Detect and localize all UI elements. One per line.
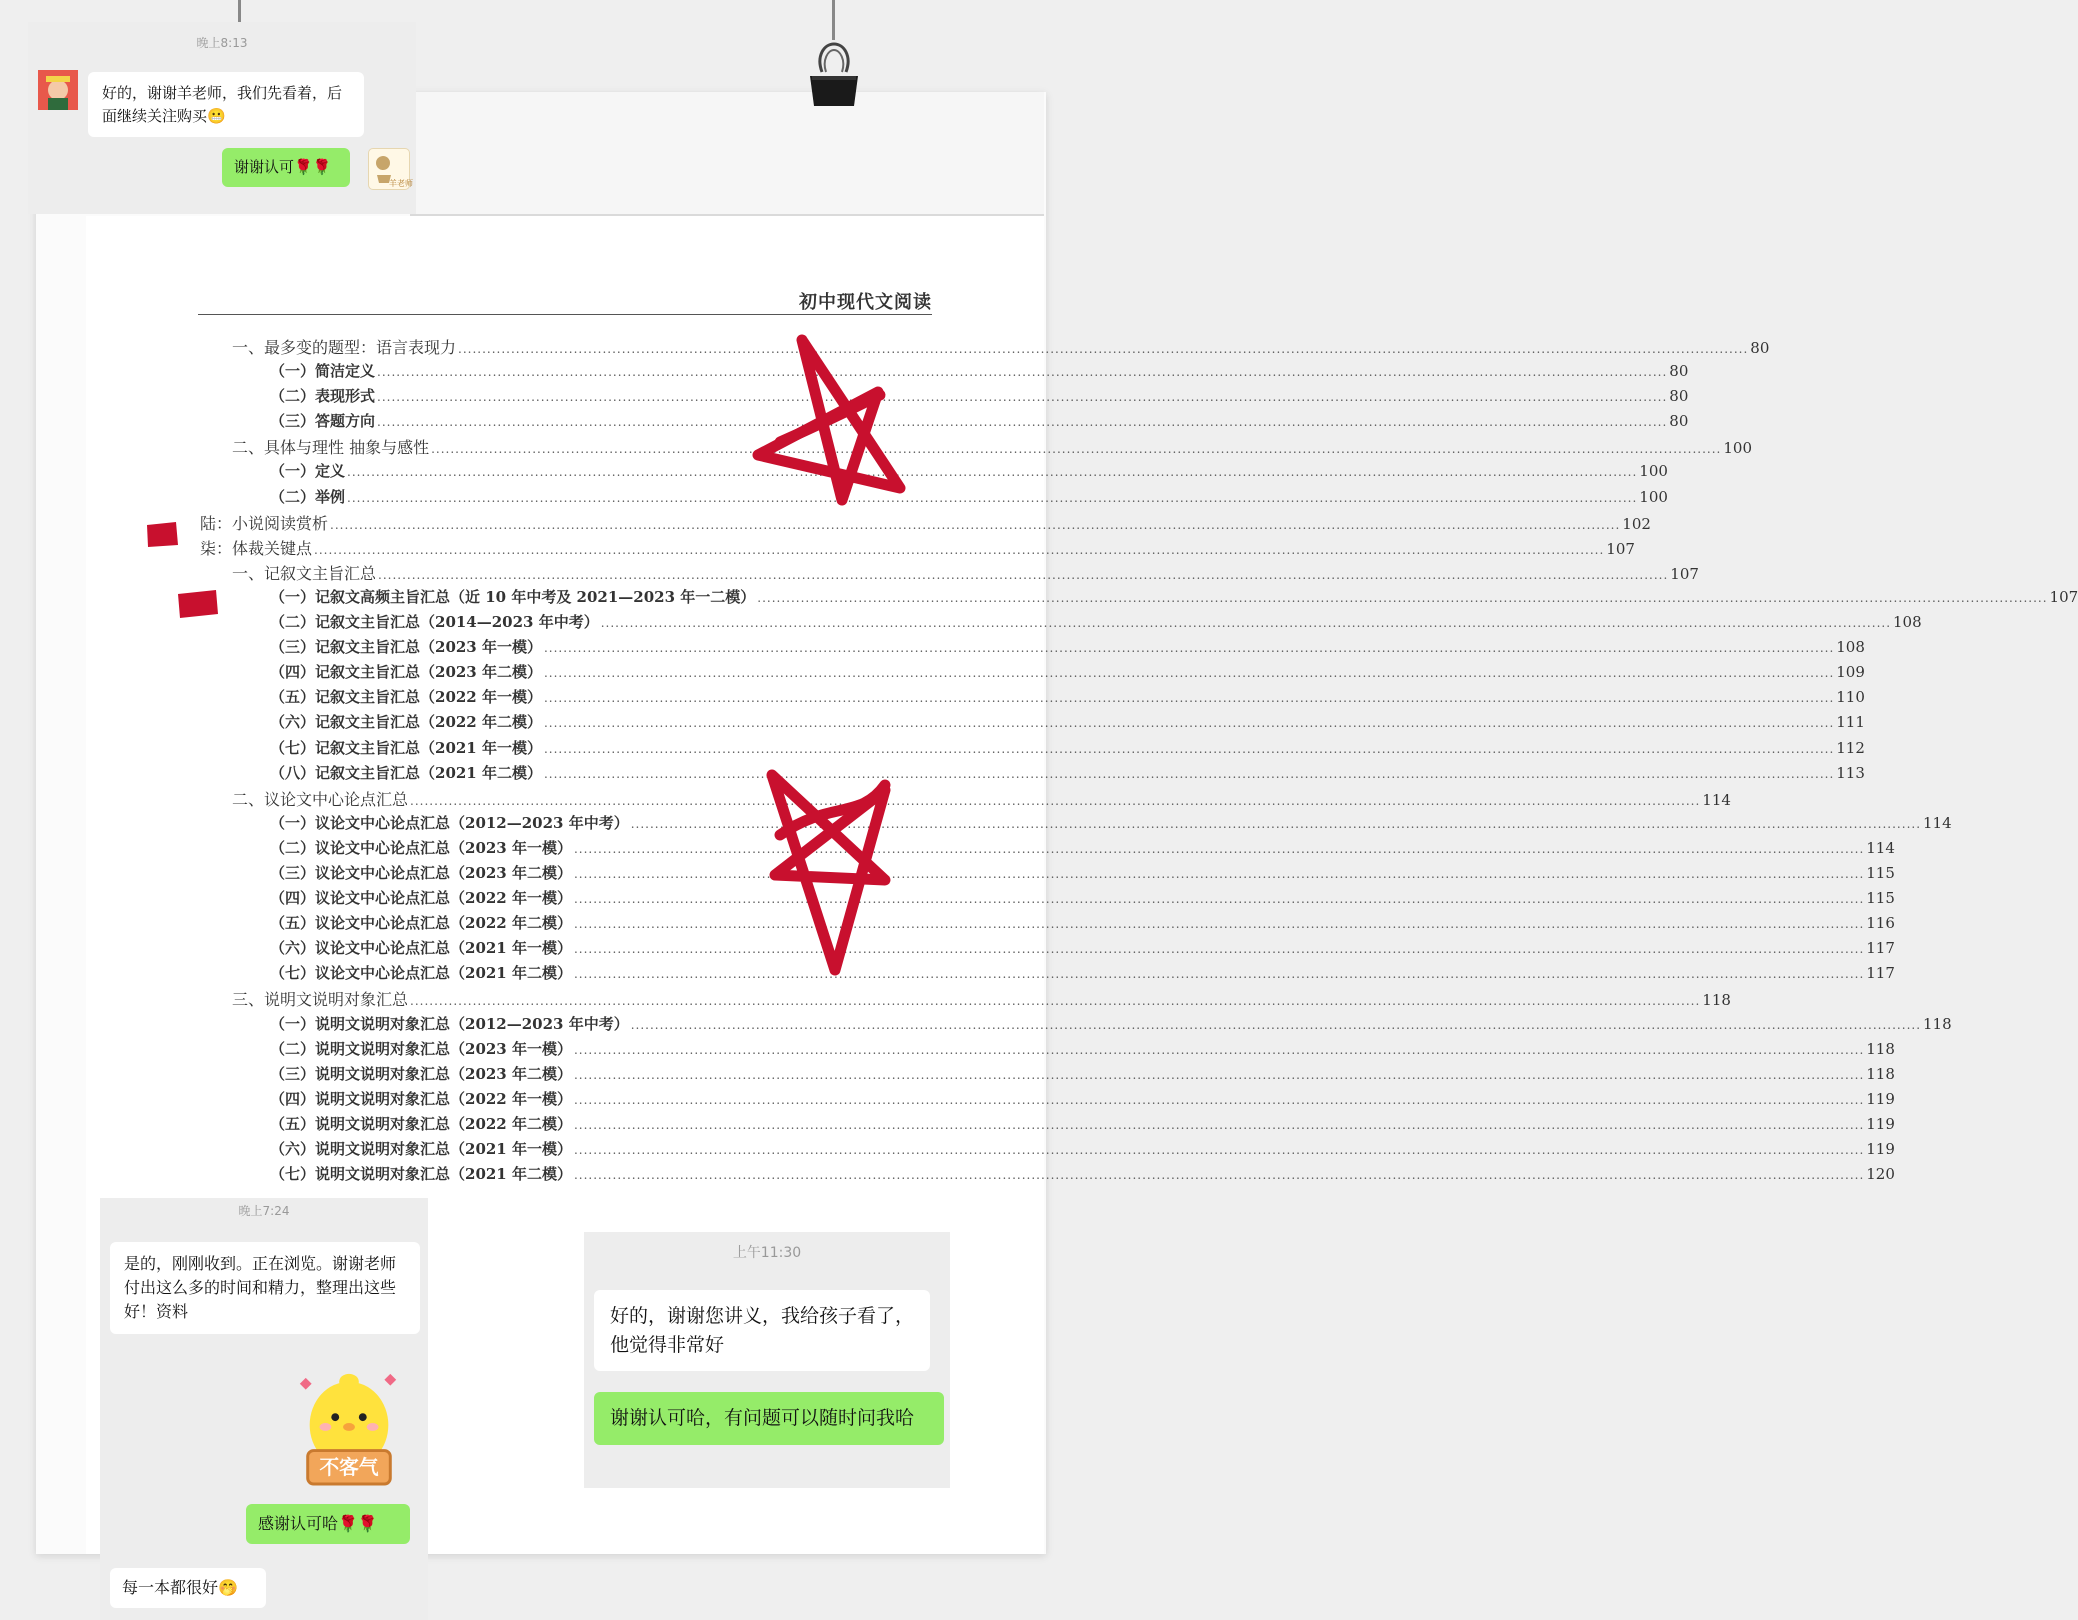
- toc-leader-dots: [347, 491, 1637, 505]
- binder-clip-icon: [806, 36, 862, 108]
- toc-entry-page: 100: [1723, 439, 1753, 458]
- toc-entry-page: 100: [1639, 487, 1668, 506]
- toc-entry[interactable]: [200, 1138, 1895, 1163]
- toc-entry-page: 108: [1893, 613, 1922, 632]
- toc-entry-page: 114: [1866, 838, 1895, 857]
- toc-entry-page: 119: [1866, 1140, 1895, 1158]
- toc-entry-page: 119: [1866, 1114, 1895, 1133]
- toc-entry-label: （二）举例: [270, 487, 346, 506]
- toc-entry-page: 115: [1866, 889, 1895, 908]
- toc-entry-page: 117: [1866, 939, 1895, 958]
- toc-entry-label: （二）说明文说明对象汇总（2023 年一模）: [270, 1039, 572, 1058]
- toc-entry-label: （三）议论文中心论点汇总（2023 年二模）: [270, 863, 572, 882]
- chat-message-received[interactable]: 是的，刚刚收到。正在浏览。谢谢老师付出这么多的时间和精力，整理出这些好！资料: [110, 1242, 420, 1334]
- toc-entry-page: 107: [1606, 539, 1635, 558]
- avatar-cartoon-icon: [38, 70, 78, 110]
- toc-leader-dots: [574, 867, 1864, 881]
- toc-leader-dots: [544, 691, 1834, 705]
- toc-entry-label: （五）议论文中心论点汇总（2022 年二模）: [270, 914, 572, 933]
- chat-message-sent[interactable]: 感谢认可哈🌹🌹: [246, 1504, 410, 1544]
- toc-entry[interactable]: [200, 737, 1865, 762]
- toc-entry-page: 80: [1669, 412, 1689, 431]
- toc-entry-page: 107: [2049, 587, 2078, 606]
- toc-leader-dots: [330, 518, 1620, 532]
- toc-entry[interactable]: [200, 837, 1895, 862]
- toc-entry-label: 柒：体裁关键点: [200, 538, 313, 558]
- toc-entry[interactable]: [200, 912, 1895, 937]
- toc-leader-dots: [314, 543, 1604, 557]
- toc-entry-page: 114: [1923, 813, 1952, 832]
- toc-entry[interactable]: [200, 586, 2078, 611]
- toc-entry-label: （五）记叙文主旨汇总（2022 年一模）: [270, 688, 542, 707]
- toc-leader-dots: [378, 568, 1668, 582]
- toc-entry-label: 二、议论文中心论点汇总: [232, 789, 409, 809]
- chat-message-received[interactable]: 好的，谢谢羊老师，我们先看着，后面继续关注购买😬: [88, 72, 364, 137]
- toc-entry[interactable]: [200, 1013, 1952, 1038]
- toc-entry-page: 108: [1836, 638, 1865, 657]
- toc-entry-page: 114: [1702, 790, 1731, 809]
- toc-leader-dots: [458, 342, 1748, 356]
- toc-leader-dots: [377, 365, 1667, 379]
- toc-entry-page: 116: [1866, 914, 1895, 933]
- toc-entry-label: （七）说明文说明对象汇总（2021 年二模）: [270, 1165, 572, 1184]
- toc-entry[interactable]: [200, 887, 1895, 912]
- toc-leader-dots: [544, 641, 1834, 655]
- toc-entry[interactable]: [200, 611, 1922, 636]
- toc-entry-label: （二）表现形式: [270, 387, 376, 406]
- toc-entry[interactable]: [200, 435, 1753, 460]
- toc-entry[interactable]: [200, 1038, 1895, 1063]
- toc-entry-label: （六）说明文说明对象汇总（2021 年一模）: [270, 1140, 572, 1158]
- header-rule: [198, 314, 932, 315]
- toc-entry-page: 80: [1750, 339, 1770, 357]
- toc-leader-dots: [757, 591, 2047, 605]
- toc-entry-page: 80: [1669, 387, 1689, 406]
- toc-entry[interactable]: [200, 812, 1952, 837]
- toc-leader-dots: [574, 892, 1864, 906]
- toc-entry[interactable]: [200, 1113, 1895, 1138]
- toc-entry[interactable]: [200, 787, 1731, 812]
- avatar[interactable]: [38, 70, 78, 110]
- toc-entry[interactable]: [200, 1088, 1895, 1113]
- toc-entry-label: （七）议论文中心论点汇总（2021 年二模）: [270, 964, 572, 983]
- toc-leader-dots: [574, 1043, 1864, 1057]
- toc-entry-label: （七）记叙文主旨汇总（2021 年一模）: [270, 738, 542, 757]
- toc-entry-label: （二）记叙文主旨汇总（2014—2023 年中考）: [270, 613, 599, 632]
- paper-top-strip: [410, 92, 1044, 218]
- toc-entry-label: 三、说明文说明对象汇总: [232, 990, 409, 1010]
- chat-card-top: [28, 22, 416, 214]
- toc-entry-page: 107: [1670, 564, 1699, 583]
- toc-entry-label: （四）说明文说明对象汇总（2022 年一模）: [270, 1089, 572, 1108]
- toc-leader-dots: [544, 767, 1834, 781]
- toc-entry-page: 117: [1866, 964, 1895, 983]
- toc-entry[interactable]: [200, 636, 1865, 661]
- chat-message-received[interactable]: 每一本都很好🤭: [110, 1568, 266, 1608]
- toc-entry-page: 115: [1866, 863, 1895, 882]
- hanging-string-left: [238, 0, 241, 24]
- toc-entry-label: （六）记叙文主旨汇总（2022 年二模）: [270, 713, 542, 732]
- toc-entry-label: 一、最多变的题型：语言表现力: [232, 338, 457, 357]
- toc-entry-label: 一、记叙文主旨汇总: [232, 563, 377, 583]
- sticker-chick-icon[interactable]: [290, 1362, 408, 1490]
- toc-entry-label: （三）答题方向: [270, 412, 376, 431]
- chat-message-received[interactable]: 好的，谢谢您讲义，我给孩子看了，他觉得非常好: [594, 1290, 930, 1371]
- toc-entry-label: （六）议论文中心论点汇总（2021 年一模）: [270, 939, 572, 958]
- toc-entry-page: 100: [1639, 462, 1668, 481]
- toc-entry[interactable]: [200, 335, 1770, 360]
- toc-entry[interactable]: [200, 536, 1635, 561]
- chat-card-bottom-left: [100, 1198, 428, 1620]
- toc-entry[interactable]: [200, 862, 1895, 887]
- chat-message-sent[interactable]: 谢谢认可哈，有问题可以随时问我哈: [594, 1392, 944, 1445]
- toc-entry[interactable]: [200, 987, 1731, 1012]
- chat-timestamp: 晚上8:13: [196, 36, 248, 50]
- toc-entry-page: 118: [1702, 991, 1731, 1010]
- toc-leader-dots: [410, 994, 1700, 1008]
- sheep-teacher-logo-icon: [369, 149, 413, 189]
- toc-entry[interactable]: [200, 711, 1865, 736]
- toc-leader-dots: [574, 1093, 1864, 1107]
- toc-entry-label: （三）说明文说明对象汇总（2023 年二模）: [270, 1064, 572, 1083]
- toc-entry[interactable]: [200, 1163, 1895, 1188]
- toc-leader-dots: [574, 1143, 1864, 1157]
- toc-entry[interactable]: [200, 962, 1895, 987]
- toc-leader-dots: [544, 742, 1834, 756]
- toc-entry[interactable]: [200, 410, 1689, 435]
- toc-entry-label: （一）说明文说明对象汇总（2012—2023 年中考）: [270, 1014, 629, 1033]
- toc-entry[interactable]: [200, 686, 1865, 711]
- toc-leader-dots: [410, 794, 1700, 808]
- toc-entry-page: 110: [1836, 688, 1865, 707]
- toc-entry-page: 118: [1923, 1014, 1952, 1033]
- toc-entry-page: 111: [1836, 713, 1865, 732]
- toc-entry[interactable]: [200, 385, 1689, 410]
- toc-entry[interactable]: [200, 1063, 1895, 1088]
- toc-leader-dots: [574, 1118, 1864, 1132]
- toc-leader-dots: [544, 666, 1834, 680]
- toc-leader-dots: [631, 1018, 1921, 1032]
- toc-leader-dots: [544, 716, 1834, 730]
- toc-entry-page: 80: [1669, 362, 1689, 381]
- toc-leader-dots: [574, 1168, 1864, 1182]
- toc-entry[interactable]: [200, 360, 1689, 385]
- toc-entry-page: 109: [1836, 663, 1865, 682]
- toc-entry-label: （三）记叙文主旨汇总（2023 年一模）: [270, 638, 542, 657]
- book-title: 初中现代文阅读: [799, 292, 932, 313]
- chat-card-bottom-right: [584, 1232, 950, 1488]
- toc-entry-label: 二、具体与理性 抽象与感性: [232, 438, 430, 458]
- toc-entry-label: （八）记叙文主旨汇总（2021 年二模）: [270, 763, 542, 782]
- toc-entry-page: 118: [1866, 1039, 1895, 1058]
- toc-entry-label: （一）记叙文高频主旨汇总（近 10 年中考及 2021—2023 年一二模）: [270, 587, 756, 606]
- toc-leader-dots: [601, 616, 1891, 630]
- toc-entry-label: 陆：小说阅读赏析: [200, 513, 329, 533]
- toc-entry-page: 112: [1836, 738, 1865, 757]
- toc-entry[interactable]: [200, 937, 1895, 962]
- chat-timestamp: 上午11:30: [732, 1245, 802, 1261]
- toc-entry-page: 119: [1866, 1089, 1895, 1108]
- toc-leader-dots: [574, 1068, 1864, 1082]
- toc-entry-label: （五）说明文说明对象汇总（2022 年二模）: [270, 1114, 572, 1133]
- toc-entry-page: 102: [1622, 514, 1651, 533]
- toc-leader-dots: [377, 390, 1667, 404]
- toc-entry-page: 113: [1836, 763, 1865, 782]
- toc-leader-dots: [431, 442, 1721, 456]
- toc-entry-label: （一）简洁定义: [270, 362, 376, 381]
- toc-leader-dots: [631, 817, 1921, 831]
- chat-timestamp: 晚上7:24: [238, 1204, 290, 1218]
- toc-entry-label: （一）议论文中心论点汇总（2012—2023 年中考）: [270, 813, 629, 832]
- toc-leader-dots: [574, 942, 1864, 956]
- table-of-contents: [200, 335, 2078, 1188]
- toc-entry-page: 120: [1866, 1165, 1895, 1184]
- toc-leader-dots: [347, 465, 1637, 479]
- toc-entry-label: （四）记叙文主旨汇总（2023 年二模）: [270, 663, 542, 682]
- toc-entry[interactable]: [200, 762, 1865, 787]
- chat-message-sent[interactable]: 谢谢认可🌹🌹: [222, 148, 350, 187]
- toc-entry[interactable]: [200, 460, 1668, 485]
- toc-entry[interactable]: [200, 511, 1651, 536]
- toc-entry-label: （一）定义: [270, 462, 346, 481]
- toc-leader-dots: [377, 415, 1667, 429]
- hanging-string-right: [832, 0, 835, 40]
- svg-text:不客气: 不客气: [319, 1456, 379, 1480]
- toc-leader-dots: [574, 917, 1864, 931]
- toc-entry-page: 118: [1866, 1064, 1895, 1083]
- toc-entry-label: （四）议论文中心论点汇总（2022 年一模）: [270, 889, 572, 908]
- toc-leader-dots: [574, 967, 1864, 981]
- toc-entry[interactable]: [200, 486, 1668, 511]
- toc-entry[interactable]: [200, 661, 1865, 686]
- avatar-self[interactable]: [368, 148, 413, 190]
- svg-text:羊老师: 羊老师: [389, 179, 413, 188]
- toc-leader-dots: [574, 842, 1864, 856]
- toc-entry[interactable]: [200, 561, 1699, 586]
- toc-entry-label: （二）议论文中心论点汇总（2023 年一模）: [270, 838, 572, 857]
